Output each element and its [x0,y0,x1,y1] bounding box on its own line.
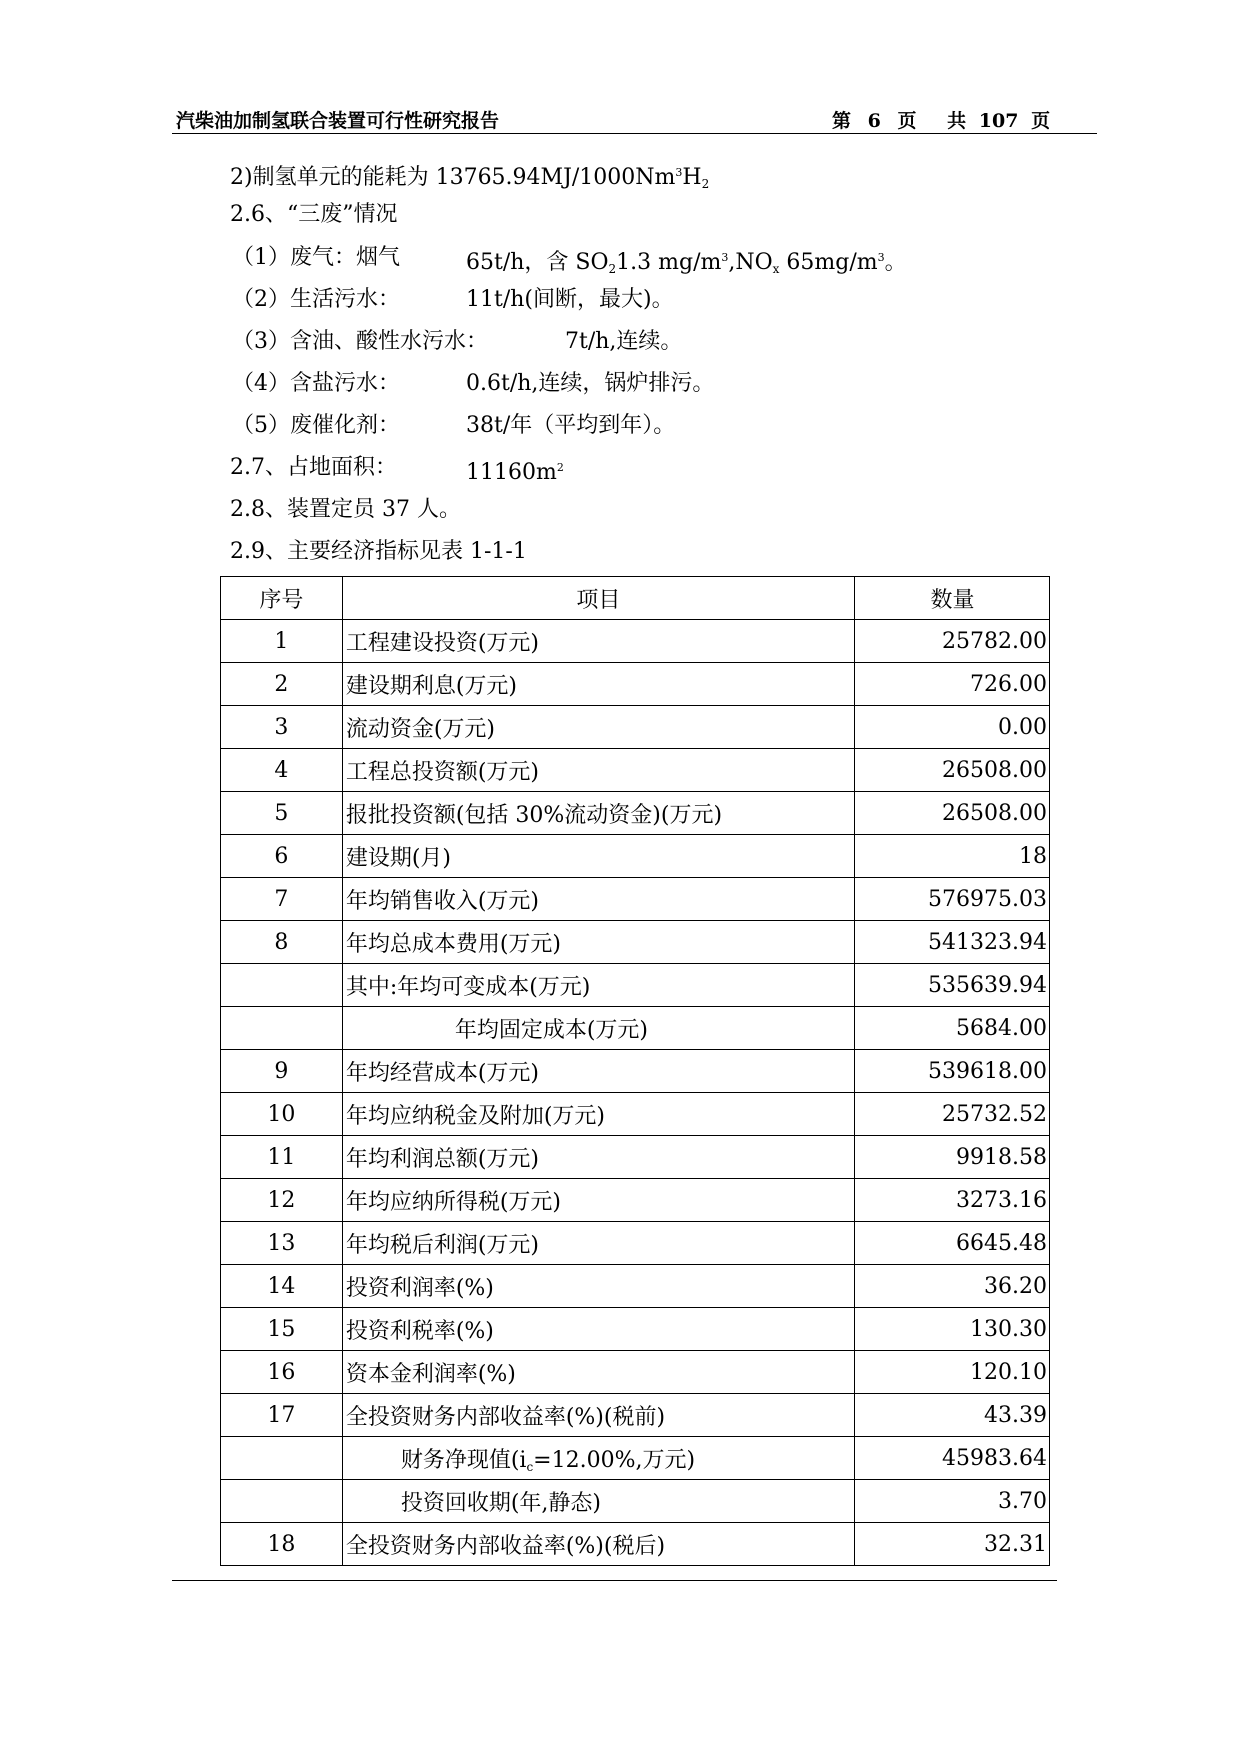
row-value: 120.10 [855,1351,1050,1394]
economic-indicators-table [220,576,1050,1566]
table-row [221,1050,1050,1093]
row-item: 年均经营成本(万元) [342,1050,854,1093]
header-divider [172,133,1097,134]
waste-heading: 2.6、“三废”情况 [230,202,398,227]
total-suffix: 页 [1031,110,1051,132]
row-value: 26508.00 [855,749,1050,792]
row-item: 年均应纳所得税(万元) [342,1179,854,1222]
row-item: 投资利税率(%) [342,1308,854,1351]
table-row [221,1136,1050,1179]
row-value: 5684.00 [855,1007,1050,1050]
row-item: 年均销售收入(万元) [342,878,854,921]
table-row [221,749,1050,792]
row-value: 541323.94 [855,921,1050,964]
row-no: 6 [221,835,343,878]
row-item: 年均总成本费用(万元) [342,921,854,964]
waste-gas-line: （1）废气：烟气 65t/h，含 $SO_21.3$ $mg/m^3,NO_x$ $65mg/m^3$。 [232,245,907,276]
row-no: 13 [221,1222,343,1265]
table-row [221,1222,1050,1265]
table-header-row [221,577,1050,620]
row-item: 投资利润率(%) [342,1265,854,1308]
row-value: 535639.94 [855,964,1050,1007]
table-row [221,1007,1050,1050]
spent-catalyst-line: （5）废催化剂： 38t/年（平均到年）。 [232,413,676,438]
land-area-line: 2.7、占地面积： $11160m^2$ [230,455,564,485]
staff-line: 2.8、装置定员 37 人。 [230,497,461,522]
row-item: 建设期利息(万元) [342,663,854,706]
row-value: 36.20 [855,1265,1050,1308]
row-no: 12 [221,1179,343,1222]
row-value: 6645.48 [855,1222,1050,1265]
page-suffix: 页 [897,110,917,132]
row-value: 25782.00 [855,620,1050,663]
row-no: 15 [221,1308,343,1351]
page-prefix: 第 [832,110,852,132]
row-no: 16 [221,1351,343,1394]
row-value: 3273.16 [855,1179,1050,1222]
page-header [172,104,1097,134]
row-value: 32.31 [855,1523,1050,1566]
row-item: 报批投资额(包括 30%流动资金)(万元) [342,792,854,835]
row-item: 年均固定成本(万元) [342,1007,854,1050]
row-item: 工程建设投资(万元) [342,620,854,663]
row-no: 2 [221,663,343,706]
table-row [221,921,1050,964]
table-row [221,1351,1050,1394]
column-header-value: 数量 [855,577,1050,620]
page-indicator [832,106,1050,133]
table-row [221,1480,1050,1523]
row-item: 财务净现值($i_c=12.00\%$,万元) [342,1437,854,1480]
row-value: 25732.52 [855,1093,1050,1136]
row-no [221,1437,343,1480]
row-no [221,1480,343,1523]
row-no [221,964,343,1007]
row-no: 5 [221,792,343,835]
report-title: 汽柴油加制氢联合装置可行性研究报告 [176,110,500,132]
row-no: 4 [221,749,343,792]
row-no: 1 [221,620,343,663]
row-item: 资本金利润率(%) [342,1351,854,1394]
row-no: 9 [221,1050,343,1093]
table-row [221,1437,1050,1480]
saline-sewage-line: （4）含盐污水： 0.6t/h,连续，锅炉排污。 [232,371,715,396]
table-row [221,878,1050,921]
table-row [221,1093,1050,1136]
table-row [221,964,1050,1007]
row-item: 投资回收期(年,静态) [342,1480,854,1523]
column-header-item: 项目 [342,577,854,620]
table-row [221,835,1050,878]
row-item: 其中:年均可变成本(万元) [342,964,854,1007]
row-value: 726.00 [855,663,1050,706]
row-value: 45983.64 [855,1437,1050,1480]
row-value: 43.39 [855,1394,1050,1437]
oily-sewage-line: （3）含油、酸性水污水： 7t/h,连续。 [232,329,683,354]
table-row [221,663,1050,706]
total-prefix: 共 [947,110,967,132]
row-value: 539618.00 [855,1050,1050,1093]
row-item: 年均税后利润(万元) [342,1222,854,1265]
row-item: 年均应纳税金及附加(万元) [342,1093,854,1136]
row-no: 17 [221,1394,343,1437]
table-row [221,706,1050,749]
row-no: 7 [221,878,343,921]
energy-line: 2)制氢单元的能耗为 $13765.94MJ/1000Nm^3H_2$ [230,165,710,191]
table-row [221,1394,1050,1437]
row-item: 全投资财务内部收益率(%)(税前) [342,1394,854,1437]
row-no: 10 [221,1093,343,1136]
table-row [221,792,1050,835]
row-no: 18 [221,1523,343,1566]
row-value: 576975.03 [855,878,1050,921]
table-row [221,620,1050,663]
row-value: 9918.58 [855,1136,1050,1179]
row-item: 全投资财务内部收益率(%)(税后) [342,1523,854,1566]
table-intro: 2.9、主要经济指标见表 1-1-1 [230,539,527,564]
row-no: 3 [221,706,343,749]
row-no: 11 [221,1136,343,1179]
footer-divider [172,1580,1057,1581]
row-item: 流动资金(万元) [342,706,854,749]
row-value: 0.00 [855,706,1050,749]
row-item: 年均利润总额(万元) [342,1136,854,1179]
total-pages: 107 [978,110,1019,132]
table-row [221,1308,1050,1351]
row-item: 建设期(月) [342,835,854,878]
row-no: 8 [221,921,343,964]
table-row [221,1523,1050,1566]
row-no: 14 [221,1265,343,1308]
table-row [221,1265,1050,1308]
column-header-no: 序号 [221,577,343,620]
row-no [221,1007,343,1050]
row-value: 26508.00 [855,792,1050,835]
page-number: 6 [867,110,881,132]
row-value: 130.30 [855,1308,1050,1351]
row-value: 18 [855,835,1050,878]
domestic-sewage-line: （2）生活污水： 11t/h(间断，最大)。 [232,287,674,312]
row-value: 3.70 [855,1480,1050,1523]
table-row [221,1179,1050,1222]
row-item: 工程总投资额(万元) [342,749,854,792]
